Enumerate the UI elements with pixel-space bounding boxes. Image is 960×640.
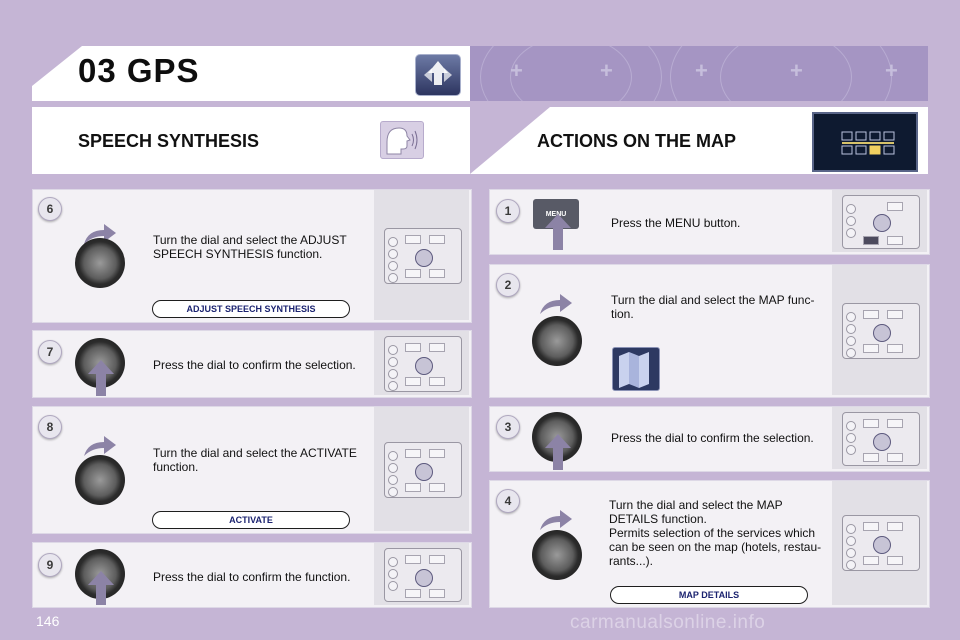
press-dial-icon xyxy=(545,434,571,475)
menu-button-illustration: MENU xyxy=(533,199,579,229)
step-instruction: Press the dial to confirm the function. xyxy=(153,570,351,584)
menu-option-pill: MAP DETAILS xyxy=(610,586,808,604)
chapter-title: 03 GPS xyxy=(78,52,200,89)
dial-knob xyxy=(75,238,125,288)
step-instruction: Press the dial to confirm the selection. xyxy=(153,358,356,372)
press-button-icon xyxy=(545,214,571,255)
actions-on-map-title: ACTIONS ON THE MAP xyxy=(537,131,737,151)
map-background-banner: + + + + + xyxy=(470,46,928,101)
step-instruction: DETAILS function. xyxy=(609,512,707,526)
menu-option-pill: ADJUST SPEECH SYNTHESIS xyxy=(152,300,350,318)
step-number-badge: 1 xyxy=(496,199,520,223)
step-instruction: Turn the dial and select the MAP xyxy=(609,498,783,512)
radio-illustration xyxy=(384,548,462,602)
radio-illustration xyxy=(384,228,462,284)
step-number-badge: 9 xyxy=(38,553,62,577)
dial-knob xyxy=(532,316,582,366)
folded-map-icon xyxy=(612,347,660,391)
step-instruction: Turn the dial and select the MAP func- xyxy=(611,293,815,307)
step-number-badge: 2 xyxy=(496,273,520,297)
speech-head-icon xyxy=(380,121,424,159)
radio-illustration xyxy=(384,336,462,392)
watermark: carmanualsonline.info xyxy=(570,612,766,633)
press-dial-icon xyxy=(88,360,114,401)
radio-illustration xyxy=(842,303,920,359)
radio-illustration xyxy=(842,412,920,466)
step-instruction: function. xyxy=(153,460,199,474)
step-instruction: SPEECH SYNTHESIS function. xyxy=(153,247,323,261)
step-instruction: can be seen on the map (hotels, restau- xyxy=(609,540,822,554)
press-dial-icon xyxy=(88,571,114,610)
step-instruction: Press the dial to confirm the selection. xyxy=(611,431,814,445)
step-instruction: tion. xyxy=(611,307,634,321)
step-number-badge: 4 xyxy=(496,489,520,513)
dial-knob xyxy=(532,530,582,580)
radio-illustration xyxy=(842,515,920,571)
step-number-badge: 3 xyxy=(496,415,520,439)
radio-illustration xyxy=(842,195,920,249)
dial-knob xyxy=(75,455,125,505)
menu-option-pill: ACTIVATE xyxy=(152,511,350,529)
step-number-badge: 8 xyxy=(38,415,62,439)
map-screen-icon xyxy=(812,112,918,172)
step-number-badge: 6 xyxy=(38,197,62,221)
radio-illustration xyxy=(384,442,462,498)
navigation-arrows-icon xyxy=(415,54,461,96)
page-number: 146 xyxy=(36,613,60,629)
step-instruction: Turn the dial and select the ADJUST xyxy=(153,233,347,247)
step-instruction: Press the MENU button. xyxy=(611,216,741,230)
speech-synthesis-title: SPEECH SYNTHESIS xyxy=(78,131,260,151)
step-instruction: Permits selection of the services which xyxy=(609,526,816,540)
step-number-badge: 7 xyxy=(38,340,62,364)
step-instruction: Turn the dial and select the ACTIVATE xyxy=(153,446,357,460)
step-instruction: rants...). xyxy=(609,554,654,568)
